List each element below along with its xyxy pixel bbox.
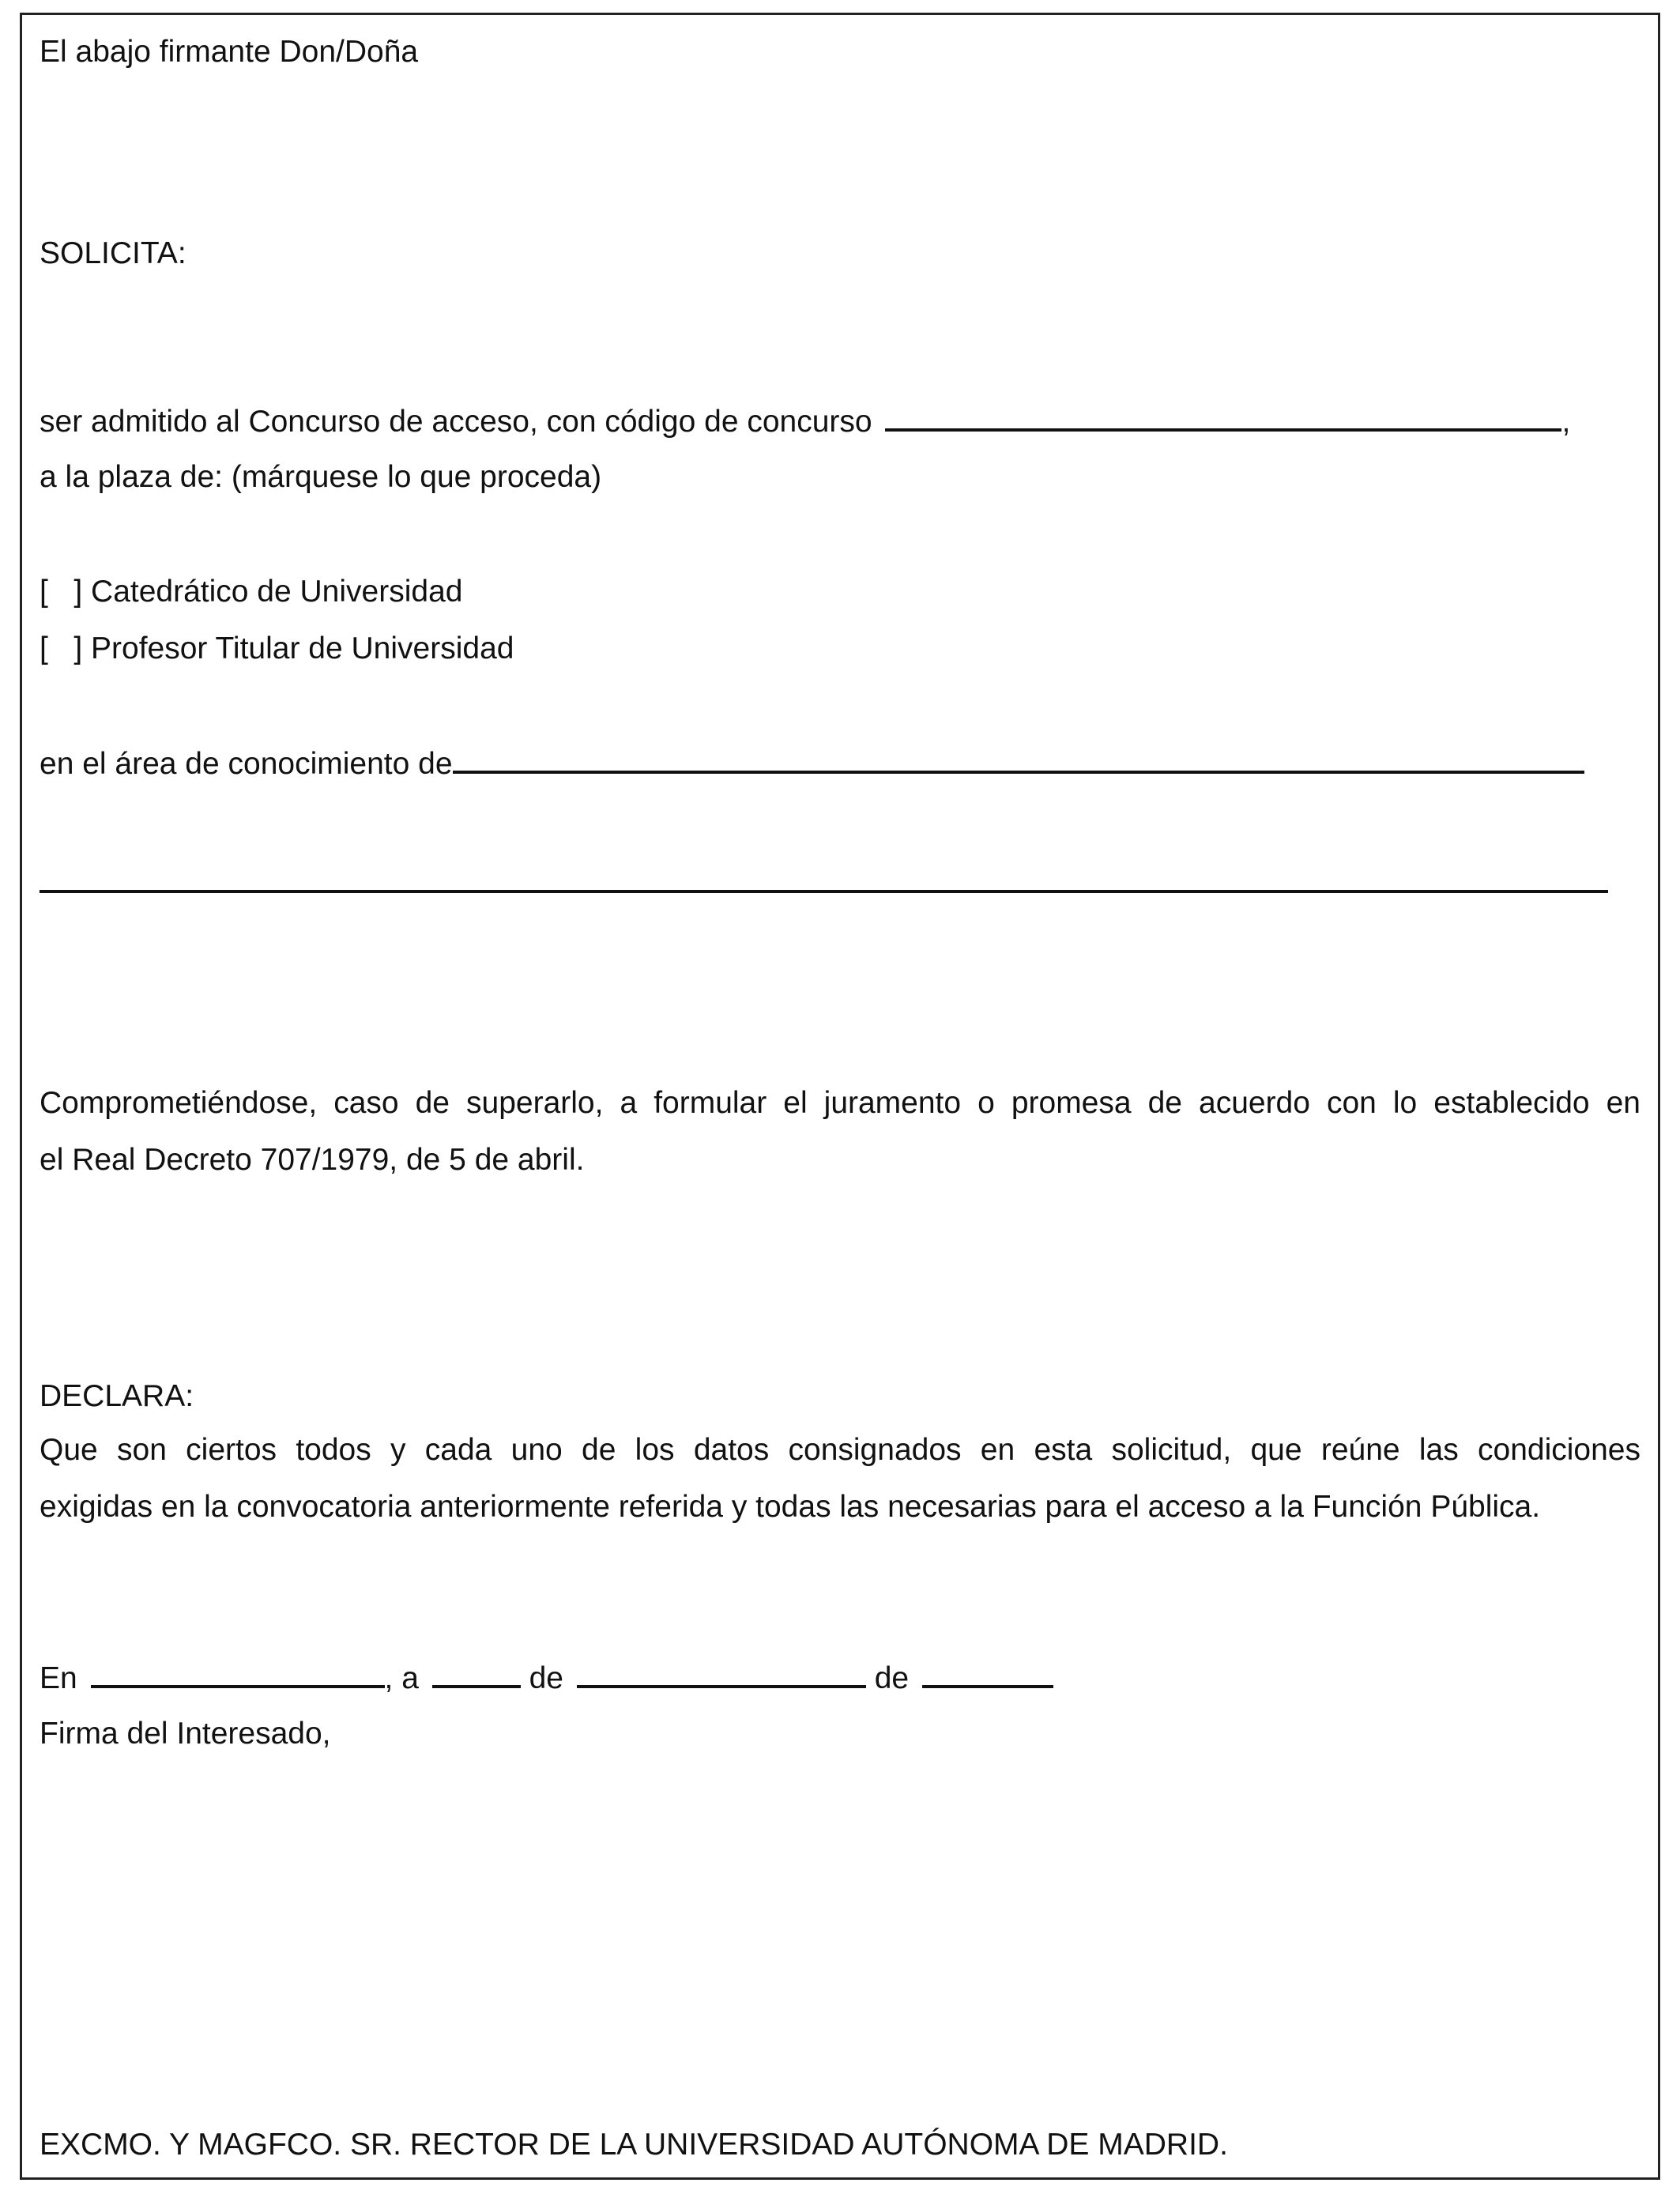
firma-label: Firma del Interesado, xyxy=(40,1717,331,1751)
checkbox-catedratico[interactable]: [ ] xyxy=(40,575,83,609)
option-titular[interactable] xyxy=(40,630,514,668)
admision-line xyxy=(40,401,1570,441)
option-catedratico-label: Catedrático de Universidad xyxy=(91,575,463,609)
declara-heading: DECLARA: xyxy=(40,1379,194,1413)
area-conocimiento-field-continued[interactable] xyxy=(40,890,1608,893)
plaza-text: a la plaza de: (márquese lo que proceda) xyxy=(40,460,602,494)
admision-comma: , xyxy=(1561,405,1571,439)
lugar-field[interactable] xyxy=(91,1658,385,1688)
solicita-heading: SOLICITA: xyxy=(40,236,186,270)
declara-line-2: exigidas en la convocatoria anteriormente referida y todas las necesarias para el acceso a la Función Pública. xyxy=(40,1490,1541,1524)
fecha-en-label: En xyxy=(40,1661,77,1695)
codigo-concurso-field[interactable] xyxy=(885,401,1561,432)
fecha-de-label-1: de xyxy=(529,1661,563,1695)
area-conocimiento-field[interactable] xyxy=(453,744,1584,774)
anio-field[interactable] xyxy=(922,1658,1053,1688)
compromiso-line-2: el Real Decreto 707/1979, de 5 de abril. xyxy=(40,1143,585,1177)
fecha-de-label-2: de xyxy=(874,1661,910,1695)
firmante-label: El abajo firmante Don/Doña xyxy=(40,35,419,69)
mes-field[interactable] xyxy=(577,1658,866,1688)
area-line xyxy=(40,744,1584,783)
option-titular-label: Profesor Titular de Universidad xyxy=(91,631,514,665)
dia-field[interactable] xyxy=(432,1658,521,1688)
fecha-a-label: , a xyxy=(384,1661,419,1695)
checkbox-titular[interactable]: [ ] xyxy=(40,631,83,665)
option-catedratico[interactable] xyxy=(40,573,462,611)
admision-text: ser admitido al Concurso de acceso, con código de concurso xyxy=(40,405,872,439)
declara-line-1: Que son ciertos todos y cada uno de los datos consignados en esta solicitud, que reúne las condiciones xyxy=(40,1433,1640,1467)
fecha-line xyxy=(40,1658,1053,1698)
destinatario: EXCMO. Y MAGFCO. SR. RECTOR DE LA UNIVERSIDAD AUTÓNOMA DE MADRID. xyxy=(40,2128,1228,2162)
area-text: en el área de conocimiento de xyxy=(40,747,453,781)
compromiso-line-1: Comprometiéndose, caso de superarlo, a formular el juramento o promesa de acuerdo con lo establecido en xyxy=(40,1086,1640,1120)
